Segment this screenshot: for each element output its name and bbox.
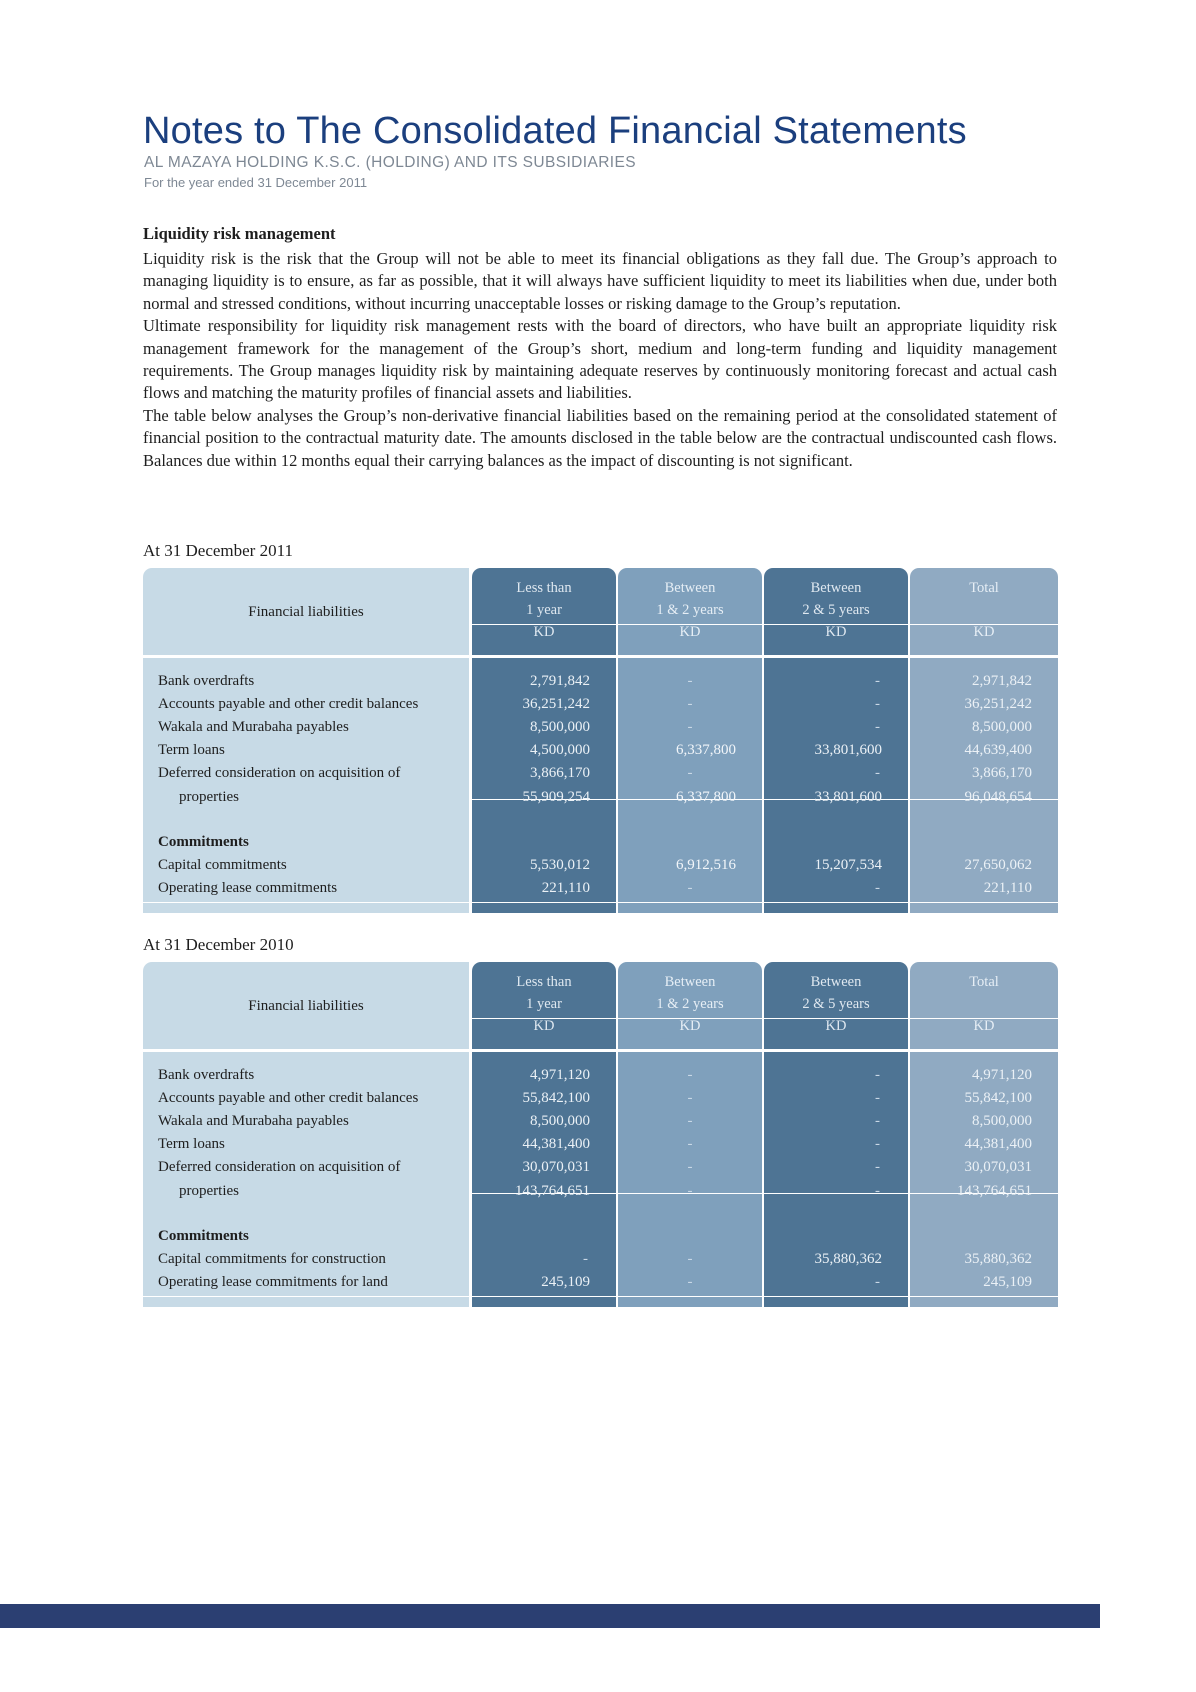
- row-label: Term loans: [158, 742, 225, 758]
- cell-value: 8,500,000: [530, 719, 590, 735]
- cell-value: 30,070,031: [964, 1159, 1032, 1175]
- cell-value: 36,251,242: [964, 696, 1032, 712]
- cell-value: 44,639,400: [964, 742, 1032, 758]
- cell-value: 30,070,031: [522, 1159, 590, 1175]
- liquidity-table-2011: [143, 568, 1058, 913]
- column-less-than-1-year: [472, 962, 616, 1307]
- column-unit: KD: [533, 624, 555, 640]
- row-label: Capital commitments for construction: [158, 1251, 386, 1267]
- commitments-heading: Commitments: [158, 834, 249, 850]
- column-header: 2 & 5 years: [802, 602, 870, 618]
- cell-value: 6,912,516: [676, 857, 736, 873]
- divider: [764, 1296, 908, 1297]
- column-unit: KD: [973, 1018, 995, 1034]
- header-separator: [143, 655, 1058, 658]
- cell-value: -: [875, 1113, 880, 1129]
- cell-value: -: [687, 1136, 693, 1152]
- cell-total: 143,764,651: [515, 1183, 590, 1199]
- cell-total: -: [687, 1183, 693, 1199]
- cell-value: 8,500,000: [972, 719, 1032, 735]
- cell-value: -: [875, 1067, 880, 1083]
- row-label: Wakala and Murabaha payables: [158, 719, 349, 735]
- column-1-to-2-years: [618, 568, 762, 913]
- cell-value: -: [687, 1159, 693, 1175]
- cell-value: 33,801,600: [814, 742, 882, 758]
- row-label: Bank overdrafts: [158, 1067, 255, 1083]
- cell-value: 15,207,534: [814, 857, 882, 873]
- column-header: 1 & 2 years: [656, 602, 724, 618]
- cell-value: -: [875, 1090, 880, 1106]
- label-column: [143, 568, 469, 913]
- cell-value: 44,381,400: [964, 1136, 1032, 1152]
- label-column: [143, 962, 469, 1307]
- cell-total: 55,909,254: [522, 789, 590, 805]
- cell-value: 6,337,800: [676, 742, 736, 758]
- row-label: Term loans: [158, 1136, 225, 1152]
- cell-value: -: [875, 1136, 880, 1152]
- cell-value: 245,109: [983, 1274, 1032, 1290]
- divider: [618, 1296, 762, 1297]
- cell-value: -: [687, 1113, 693, 1129]
- column-header: Total: [969, 974, 999, 990]
- column-header: 1 year: [526, 602, 562, 618]
- divider: [910, 1296, 1058, 1297]
- column-header: Less than: [516, 974, 572, 990]
- column-header: Between: [664, 974, 716, 990]
- header-separator: [143, 1049, 1058, 1052]
- column-header: Less than: [516, 580, 572, 596]
- divider: [618, 902, 762, 903]
- table-caption-2010: At 31 December 2010: [143, 935, 294, 954]
- column-header: Between: [810, 580, 862, 596]
- page-title: Notes to The Consolidated Financial Statements: [143, 110, 967, 152]
- cell-value: 36,251,242: [522, 696, 590, 712]
- cell-value: 2,971,842: [972, 673, 1032, 689]
- cell-value: 27,650,062: [964, 857, 1032, 873]
- cell-total: 6,337,800: [676, 789, 736, 805]
- cell-value: -: [875, 719, 880, 735]
- cell-value: 4,971,120: [530, 1067, 590, 1083]
- cell-value: 5,530,012: [530, 857, 590, 873]
- row-label: Operating lease commitments: [158, 880, 338, 896]
- divider: [910, 902, 1058, 903]
- column-header: 1 year: [526, 996, 562, 1012]
- column-unit: KD: [533, 1018, 555, 1034]
- cell-value: -: [875, 1274, 880, 1290]
- cell-value: -: [687, 880, 693, 896]
- label-header: Financial liabilities: [248, 998, 364, 1014]
- reporting-period: For the year ended 31 December 2011: [144, 175, 368, 190]
- footer-bar: [0, 1604, 1100, 1628]
- row-label: Bank overdrafts: [158, 673, 255, 689]
- column-unit: KD: [679, 624, 701, 640]
- row-label: properties: [179, 1183, 239, 1199]
- column-header: Total: [969, 580, 999, 596]
- cell-value: 221,110: [541, 880, 590, 896]
- column-unit: KD: [679, 1018, 701, 1034]
- cell-value: 35,880,362: [964, 1251, 1032, 1267]
- cell-value: 35,880,362: [814, 1251, 882, 1267]
- cell-value: -: [875, 765, 880, 781]
- cell-value: -: [687, 1274, 693, 1290]
- company-name: AL MAZAYA HOLDING K.S.C. (HOLDING) AND ITS SUBSIDIARIES: [144, 154, 636, 171]
- column-unit: KD: [825, 624, 847, 640]
- row-label: Accounts payable and other credit balances: [158, 696, 419, 712]
- cell-total: 33,801,600: [814, 789, 882, 805]
- liquidity-table-2010: [143, 962, 1058, 1307]
- cell-total: 96,048,654: [964, 789, 1032, 805]
- row-label: Wakala and Murabaha payables: [158, 1113, 349, 1129]
- divider: [764, 902, 908, 903]
- column-2-to-5-years: [764, 568, 908, 913]
- cell-value: -: [875, 880, 880, 896]
- divider: [143, 1296, 469, 1297]
- column-less-than-1-year: [472, 568, 616, 913]
- cell-value: -: [875, 1159, 880, 1175]
- column-total: [910, 962, 1058, 1307]
- cell-value: 4,971,120: [972, 1067, 1032, 1083]
- cell-value: -: [583, 1251, 588, 1267]
- commitments-heading: Commitments: [158, 1228, 249, 1244]
- cell-value: 245,109: [541, 1274, 590, 1290]
- cell-value: -: [875, 696, 880, 712]
- row-label: Deferred consideration on acquisition of: [158, 765, 401, 781]
- cell-value: 3,866,170: [530, 765, 590, 781]
- divider: [764, 1193, 908, 1194]
- cell-value: -: [687, 765, 693, 781]
- column-header: 2 & 5 years: [802, 996, 870, 1012]
- cell-value: 55,842,100: [964, 1090, 1032, 1106]
- column-header: Between: [664, 580, 716, 596]
- section-heading: Liquidity risk management: [143, 224, 336, 243]
- column-unit: KD: [973, 624, 995, 640]
- cell-value: 8,500,000: [972, 1113, 1032, 1129]
- cell-value: 55,842,100: [522, 1090, 590, 1106]
- column-1-to-2-years: [618, 962, 762, 1307]
- row-label: Operating lease commitments for land: [158, 1274, 388, 1290]
- row-label: Deferred consideration on acquisition of: [158, 1159, 401, 1175]
- cell-value: -: [687, 1090, 693, 1106]
- cell-value: 3,866,170: [972, 765, 1032, 781]
- paragraph: The table below analyses the Group’s non-derivative financial liabilities based on the remaining period at the consolidated statement of financial position to the contractual maturity date. The amounts disclosed in the table below are the contractual undiscounted cash flows. Balances due within 12 months equal their carrying balances as the impact of discounting is not significant.: [143, 405, 1057, 470]
- body-text: [143, 248, 1057, 472]
- cell-value: -: [687, 1067, 693, 1083]
- cell-value: 8,500,000: [530, 1113, 590, 1129]
- column-header: Between: [810, 974, 862, 990]
- divider: [472, 902, 616, 903]
- table-caption-2011: At 31 December 2011: [143, 541, 293, 560]
- column-2-to-5-years: [764, 962, 908, 1307]
- row-label: properties: [179, 789, 239, 805]
- divider: [472, 1296, 616, 1297]
- cell-value: 221,110: [983, 880, 1032, 896]
- label-header: Financial liabilities: [248, 604, 364, 620]
- paragraph: Ultimate responsibility for liquidity risk management rests with the board of directors, who have built an appropriate liquidity risk management framework for the management of the Group’s short, medium and long-term funding and liquidity management requirements. The Group manages liquidity risk by maintaining adequate reserves by continuously monitoring forecast and actual cash flows and matching the maturity profiles of financial assets and liabilities.: [143, 316, 1057, 403]
- cell-value: -: [687, 673, 693, 689]
- cell-value: 44,381,400: [522, 1136, 590, 1152]
- cell-total: -: [875, 1183, 880, 1199]
- cell-value: 2,791,842: [530, 673, 590, 689]
- cell-total: 143,764,651: [957, 1183, 1032, 1199]
- cell-value: -: [687, 719, 693, 735]
- row-label: Accounts payable and other credit balances: [158, 1090, 419, 1106]
- cell-value: -: [687, 696, 693, 712]
- paragraph: Liquidity risk is the risk that the Group will not be able to meet its financial obligations as they fall due. The Group’s approach to managing liquidity is to ensure, as far as possible, that it will always have sufficient liquidity to meet its liabilities when due, under both normal and stressed conditions, without incurring unacceptable losses or risking damage to the Group’s reputation.: [143, 249, 1057, 313]
- column-total: [910, 568, 1058, 913]
- row-label: Capital commitments: [158, 857, 287, 873]
- divider: [143, 902, 469, 903]
- column-header: 1 & 2 years: [656, 996, 724, 1012]
- cell-value: -: [875, 673, 880, 689]
- cell-value: 4,500,000: [530, 742, 590, 758]
- cell-value: -: [687, 1251, 693, 1267]
- column-unit: KD: [825, 1018, 847, 1034]
